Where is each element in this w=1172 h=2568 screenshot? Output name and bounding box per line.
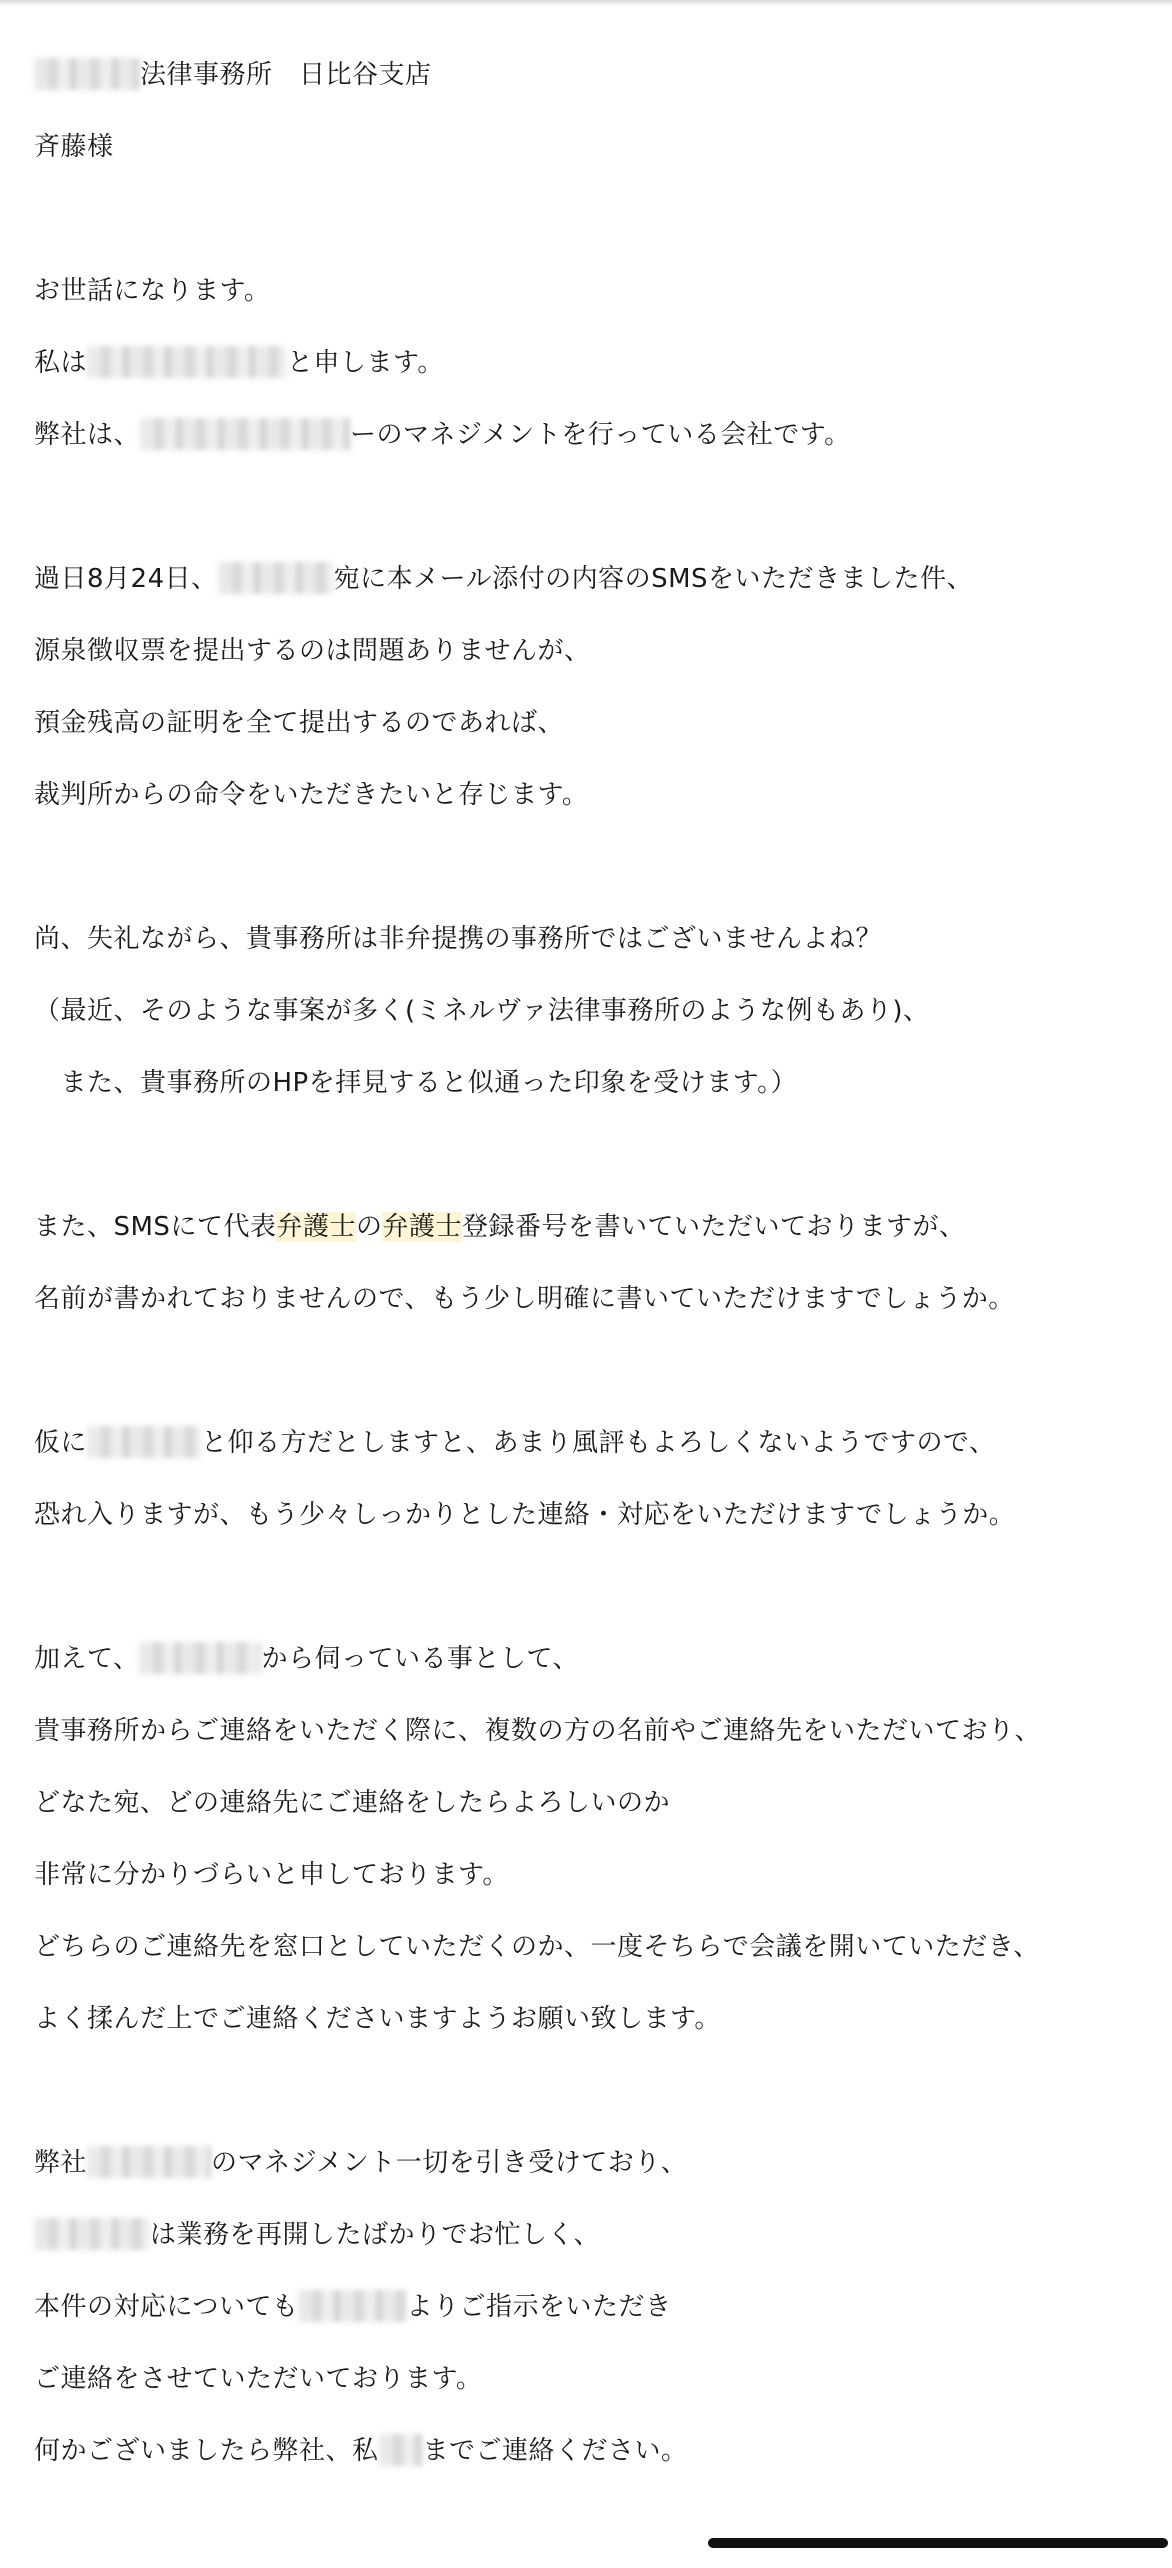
body-line: また、貴事務所のHPを拝見すると似通った印象を受けます。）	[34, 1068, 798, 1098]
redacted-text	[379, 2434, 423, 2466]
intro-line: 私は と申します。	[34, 338, 1144, 410]
body-line: 本件の対応についても よりご指示をいただき	[34, 2282, 1144, 2354]
search-highlight: 弁護士	[382, 1212, 462, 1242]
company-line: 弊社は、 ーのマネジメントを行っている会社です。	[34, 410, 1144, 482]
body-line: （最近、そのような事案が多く(ミネルヴァ法律事務所のような例もあり)、	[34, 996, 930, 1026]
body-line: 貴事務所からご連絡をいただく際に、複数の方の名前やご連絡先をいただいており、	[34, 1716, 1042, 1746]
redacted-text	[34, 2218, 150, 2250]
body-line: 源泉徴収票を提出するのは問題ありませんが、	[34, 636, 591, 666]
search-highlight: 弁護士	[276, 1212, 356, 1242]
body-line: ご連絡をさせていただいております。	[34, 2364, 483, 2394]
body-line: また、SMSにて代表弁護士の弁護士登録番号を書いていただいておりますが、	[34, 1212, 966, 1242]
redacted-text	[87, 2146, 211, 2178]
body-line: 加えて、 から伺っている事として、	[34, 1634, 1144, 1706]
body-line: 弊社 のマネジメント一切を引き受けており、	[34, 2138, 1144, 2210]
top-edge-shadow	[0, 0, 1172, 6]
body-line: よく揉んだ上でご連絡くださいますようお願い致します。	[34, 2004, 721, 2034]
body-line: 預金残高の証明を全て提出するのであれば、	[34, 708, 565, 738]
body-line: 裁判所からの命令をいただきたいと存じます。	[34, 780, 589, 810]
body-line: どちらのご連絡先を窓口としていただくのか、一度そちらで会議を開いていただき、	[34, 1932, 1040, 1962]
redacted-text	[87, 1426, 201, 1458]
body-line: は業務を再開したばかりでお忙しく、	[34, 2210, 1144, 2282]
redacted-text	[139, 1642, 261, 1674]
body-line: 尚、失礼ながら、貴事務所は非弁提携の事務所ではございませんよね？	[34, 924, 883, 954]
redacted-text	[87, 346, 287, 378]
redacted-text	[298, 2290, 406, 2322]
body-line: 過日8月24日、 宛に本メール添付の内容のSMSをいただきました件、	[34, 554, 1144, 626]
greeting-line: お世話になります。	[34, 276, 271, 306]
recipient-firm-line: 法律事務所 日比谷支店	[34, 50, 1144, 122]
redacted-text	[34, 58, 140, 90]
body-line: 恐れ入りますが、もう少々しっかりとした連絡・対応をいただけますでしょうか。	[34, 1500, 1016, 1530]
body-line: 何かございましたら弊社、私 までご連絡ください。	[34, 2426, 1144, 2498]
body-line: 仮に と仰る方だとしますと、あまり風評もよろしくないようですので、	[34, 1418, 1144, 1490]
home-indicator[interactable]	[708, 2538, 1168, 2548]
body-line: 名前が書かれておりませんので、もう少し明確に書いていただけますでしょうか。	[34, 1284, 1015, 1314]
body-line: どなた宛、どの連絡先にご連絡をしたらよろしいのか	[34, 1788, 671, 1818]
redacted-text	[140, 418, 350, 450]
redacted-text	[218, 562, 334, 594]
email-body	[34, 50, 1144, 2498]
body-line: 非常に分かりづらいと申しております。	[34, 1860, 509, 1890]
recipient-name-line: 斉藤様	[34, 132, 114, 162]
